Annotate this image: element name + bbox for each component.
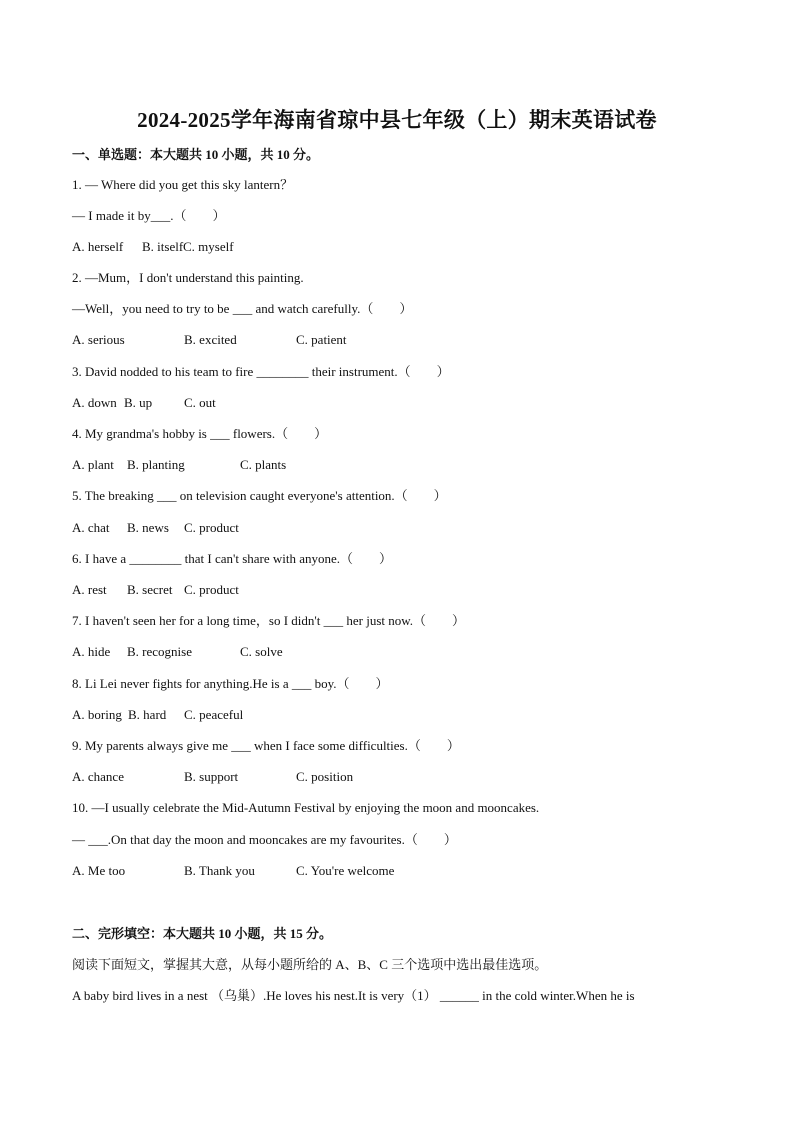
section-2-heading: 二、完形填空：本大题共 10 小题，共 15 分。 — [72, 926, 333, 941]
question-3-option-c[interactable]: C. out — [184, 395, 216, 410]
question-2-line-1: 2. —Mum，I don't understand this painting. — [72, 270, 304, 285]
question-10-line-1: 10. —I usually celebrate the Mid-Autumn Festival by enjoying the moon and mooncakes. — [72, 800, 540, 815]
question-7-line-1: 7. I haven't seen her for a long time，so I didn't ___ her just now.（ ） — [72, 613, 466, 628]
section-2-instruction: 阅读下面短文，掌握其大意，从每小题所给的 A、B、C 三个选项中选出最佳选项。 — [72, 957, 548, 972]
question-8-line-1: 8. Li Lei never fights for anything.He is a ___ boy.（ ） — [72, 676, 389, 691]
question-9-option-b[interactable]: B. support — [184, 769, 239, 784]
question-4-options — [72, 456, 286, 474]
question-7-options — [72, 643, 283, 661]
question-3-option-b[interactable]: B. up — [124, 395, 153, 410]
question-9-option-a[interactable]: A. chance — [72, 769, 124, 784]
question-1-line-1: 1. — Where did you get this sky lantern？ — [72, 177, 294, 192]
question-2-option-c[interactable]: C. patient — [296, 332, 347, 347]
question-4-line-1: 4. My grandma's hobby is ___ flowers.（ ） — [72, 426, 328, 441]
exam-title: 2024-2025学年海南省琼中县七年级（上）期末英语试卷 — [137, 108, 657, 132]
question-1-option-a[interactable]: A. herself — [72, 239, 124, 254]
question-5-options — [72, 519, 239, 537]
question-1-line-2: — I made it by___.（ ） — [72, 208, 226, 223]
passage-line-1: A baby bird lives in a nest （乌巢）.He loves his nest.It is very（1） ______ in the cold winter.When he is — [72, 988, 635, 1003]
question-2-option-b[interactable]: B. excited — [184, 332, 237, 347]
section-1-heading: 一、单选题：本大题共 10 小题，共 10 分。 — [72, 147, 320, 162]
question-1-option-c[interactable]: C. myself — [183, 239, 234, 254]
question-6-options — [72, 581, 239, 599]
question-5-line-1: 5. The breaking ___ on television caught everyone's attention.（ ） — [72, 488, 447, 503]
question-6-option-c[interactable]: C. product — [184, 582, 239, 597]
question-3-line-1: 3. David nodded to his team to fire ________ their instrument.（ ） — [72, 364, 450, 379]
question-10-line-2: — ___.On that day the moon and mooncakes are my favourites.（ ） — [72, 832, 457, 847]
question-10-options — [72, 862, 394, 880]
question-6-option-a[interactable]: A. rest — [72, 582, 107, 597]
question-4-option-a[interactable]: A. plant — [72, 457, 114, 472]
question-7-option-c[interactable]: C. solve — [240, 644, 283, 659]
question-5-option-c[interactable]: C. product — [184, 520, 239, 535]
question-7-option-a[interactable]: A. hide — [72, 644, 111, 659]
question-6-line-1: 6. I have a ________ that I can't share with anyone.（ ） — [72, 551, 393, 566]
question-6-option-b[interactable]: B. secret — [127, 582, 173, 597]
question-3-option-a[interactable]: A. down — [72, 395, 117, 410]
question-5-option-a[interactable]: A. chat — [72, 520, 110, 535]
question-8-option-b[interactable]: B. hard — [128, 707, 167, 722]
question-10-option-c[interactable]: C. You're welcome — [296, 863, 395, 878]
question-7-option-b[interactable]: B. recognise — [127, 644, 192, 659]
question-3-options — [72, 394, 216, 412]
question-1-options — [72, 238, 234, 256]
question-10-option-b[interactable]: B. Thank you — [184, 863, 255, 878]
question-9-options — [72, 768, 353, 786]
question-1-option-b[interactable]: B. itself — [142, 239, 184, 254]
question-9-line-1: 9. My parents always give me ___ when I face some difficulties.（ ） — [72, 738, 460, 753]
question-2-option-a[interactable]: A. serious — [72, 332, 125, 347]
question-4-option-b[interactable]: B. planting — [127, 457, 185, 472]
question-2-options — [72, 331, 347, 349]
question-8-option-c[interactable]: C. peaceful — [184, 707, 244, 722]
question-8-options — [72, 706, 243, 724]
question-10-option-a[interactable]: A. Me too — [72, 863, 126, 878]
question-4-option-c[interactable]: C. plants — [240, 457, 287, 472]
question-2-line-2: —Well，you need to try to be ___ and watch carefully.（ ） — [72, 301, 413, 316]
question-8-option-a[interactable]: A. boring — [72, 707, 122, 722]
question-5-option-b[interactable]: B. news — [127, 520, 169, 535]
question-9-option-c[interactable]: C. position — [296, 769, 354, 784]
